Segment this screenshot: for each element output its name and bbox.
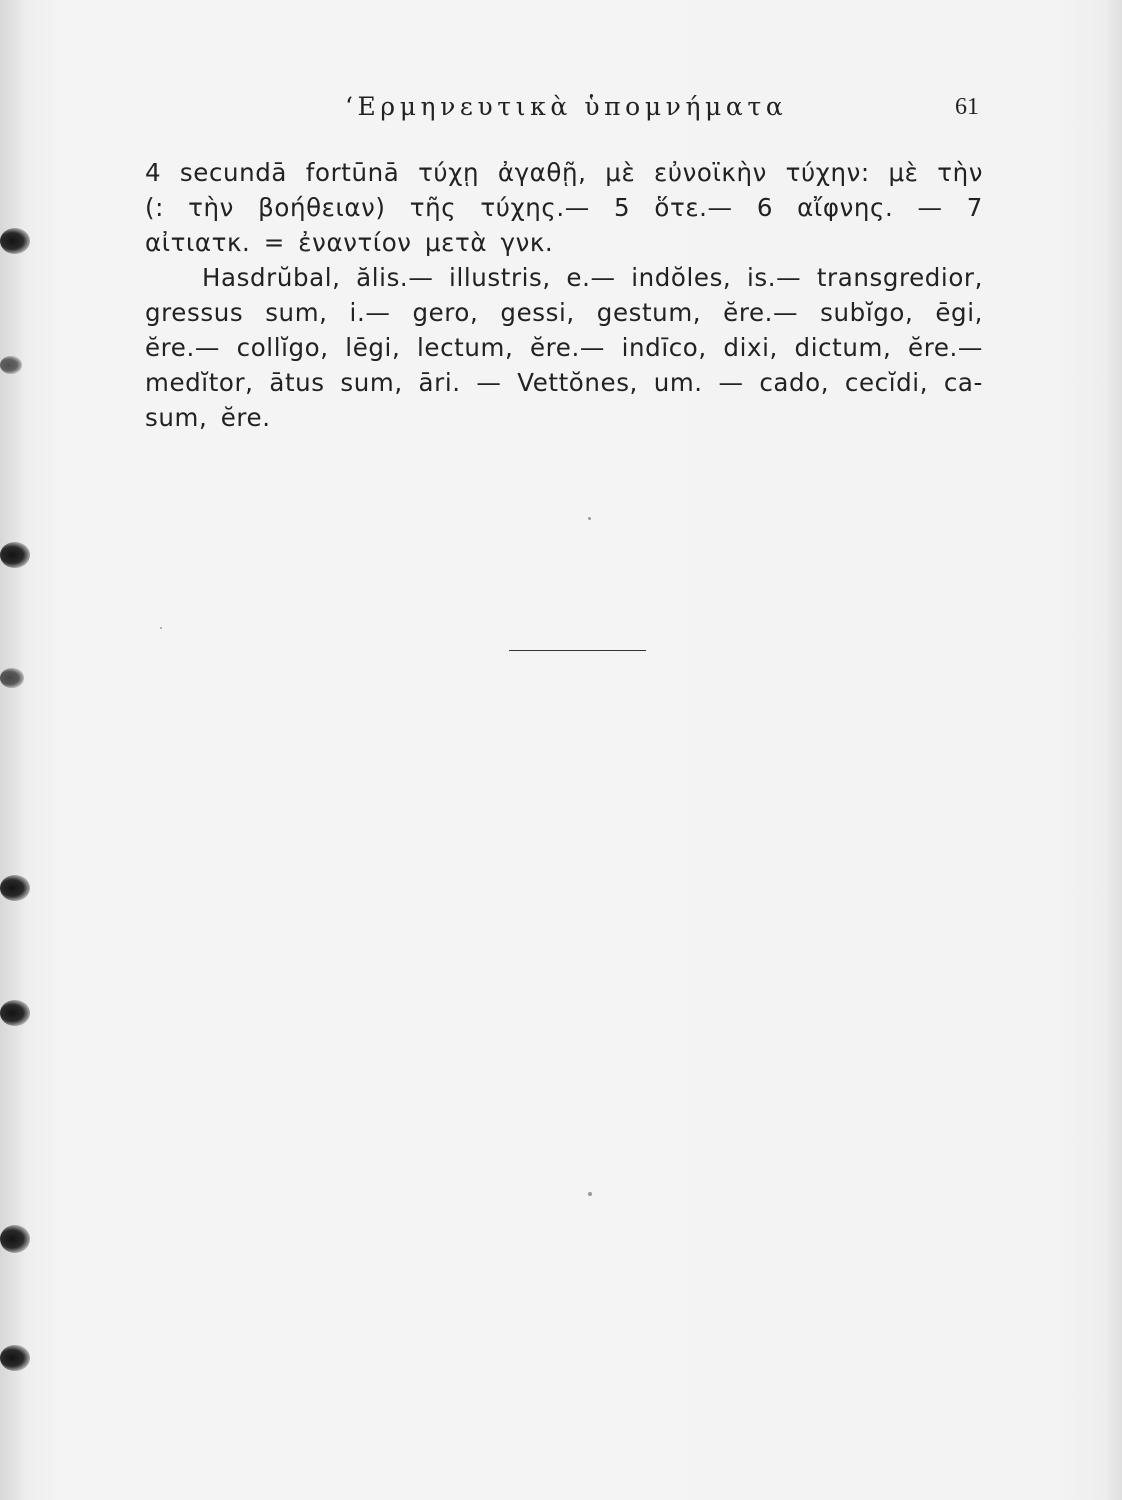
binding-hole-mark bbox=[0, 542, 30, 568]
text-line: Hasdrŭbal, ălis.— illustris, e.— indŏles, is.— transgredior, bbox=[202, 263, 983, 292]
page-header bbox=[145, 92, 985, 132]
binding-shadow bbox=[0, 0, 26, 1500]
binding-hole-mark bbox=[0, 356, 22, 374]
paper-speck bbox=[588, 1192, 592, 1196]
text-line: (: τὴν βοήθειαν) τῆς τύχης.— 5 ὅτε.— 6 αἴφνης. — 7 bbox=[145, 193, 983, 222]
binding-hole-mark bbox=[0, 1225, 30, 1253]
edge-shadow bbox=[1104, 0, 1122, 1500]
commentary-text bbox=[145, 155, 983, 435]
text-line: gressus sum, i.— gero, gessi, gestum, ĕre.— subĭgo, ēgi, bbox=[145, 298, 983, 327]
binding-hole-mark bbox=[0, 1345, 30, 1371]
text-line: ĕre.— collĭgo, lēgi, lectum, ĕre.— indīco, dixi, dictum, ĕre.— bbox=[145, 333, 983, 362]
text-line: medĭtor, ātus sum, āri. — Vettŏnes, um. — cado, cecĭdi, ca- bbox=[145, 368, 983, 397]
page-number: 61 bbox=[955, 94, 979, 120]
text-line: 4 secundā fortūnā τύχῃ ἀγαθῇ, μὲ εὐνοϊκὴν τύχην: μὲ τὴν bbox=[145, 158, 983, 187]
running-title: ‘Ερμηνευτικὰ ὑπομνήματα bbox=[345, 92, 788, 121]
binding-hole-mark bbox=[0, 228, 30, 254]
binding-hole-mark bbox=[0, 875, 30, 901]
paper-speck bbox=[588, 517, 591, 520]
binding-hole-mark bbox=[0, 1000, 30, 1026]
text-line: αἰτιατκ. = ἐναντίον μετὰ γνκ. bbox=[145, 228, 554, 257]
text-line: sum, ĕre. bbox=[145, 403, 271, 432]
binding-hole-mark bbox=[0, 668, 24, 688]
section-end-rule bbox=[509, 650, 646, 651]
paper-speck bbox=[160, 627, 162, 629]
